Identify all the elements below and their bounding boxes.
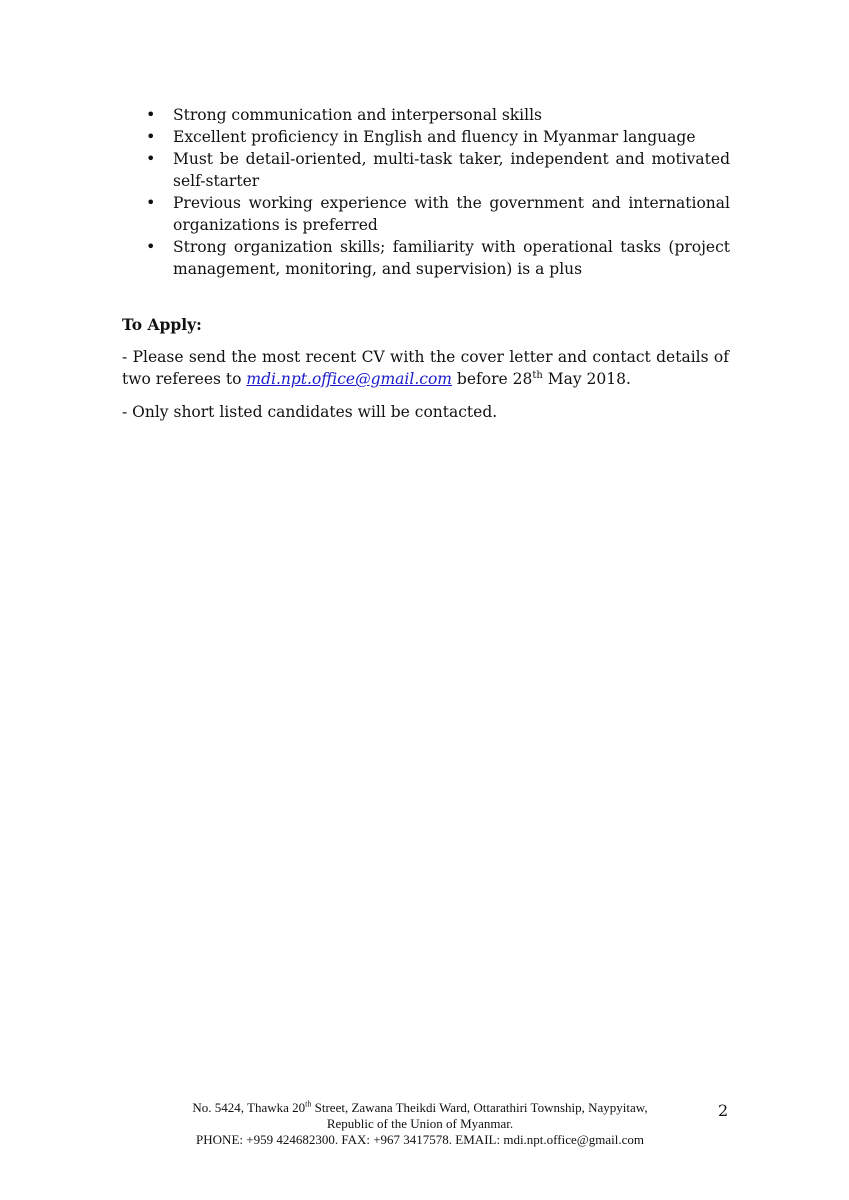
requirement-text: Excellent proficiency in English and fluency in Myanmar language [173,128,696,146]
apply-text-start: - Please send the most recent CV with the cover letter and contact details of two referees to [122,348,729,388]
bullet-icon: • [146,127,156,146]
requirement-text: Previous working experience with the government and international organizations is preferred [173,194,730,234]
list-item [122,192,730,236]
page-number: 2 [718,1101,729,1120]
apply-text-end: May 2018. [542,370,631,388]
page-footer [150,1100,690,1148]
apply-instructions [122,346,729,390]
requirement-text: Strong communication and interpersonal skills [173,106,542,124]
footer-ordinal-suffix: th [305,1099,312,1109]
bullet-icon: • [146,193,156,212]
date-ordinal-suffix: th [532,369,543,381]
footer-address-line [150,1100,690,1116]
bullet-icon: • [146,105,156,124]
email-link[interactable]: mdi.npt.office@gmail.com [246,370,452,388]
shortlist-note: - Only short listed candidates will be contacted. [122,403,498,421]
footer-country-line: Republic of the Union of Myanmar. [326,1116,514,1131]
list-item [122,236,730,280]
requirements-list [122,104,730,280]
footer-address-end: Street, Zawana Theikdi Ward, Ottarathiri Township, Naypyitaw, [311,1100,648,1115]
requirement-text: Strong organization skills; familiarity with operational tasks (project management, monitoring, and supervision) is a plus [173,238,730,278]
footer-contact-line: PHONE: +959 424682300. FAX: +967 3417578. EMAIL: mdi.npt.office@gmail.com [196,1132,644,1147]
bullet-icon: • [146,237,156,256]
bullet-icon: • [146,149,156,168]
to-apply-heading: To Apply: [122,315,202,334]
apply-text-middle: before 28 [451,370,533,388]
list-item [122,126,730,148]
list-item [122,104,730,126]
footer-address-start: No. 5424, Thawka 20 [192,1100,306,1115]
list-item [122,148,730,192]
requirement-text: Must be detail-oriented, multi-task taker, independent and motivated self-starter [173,150,730,190]
